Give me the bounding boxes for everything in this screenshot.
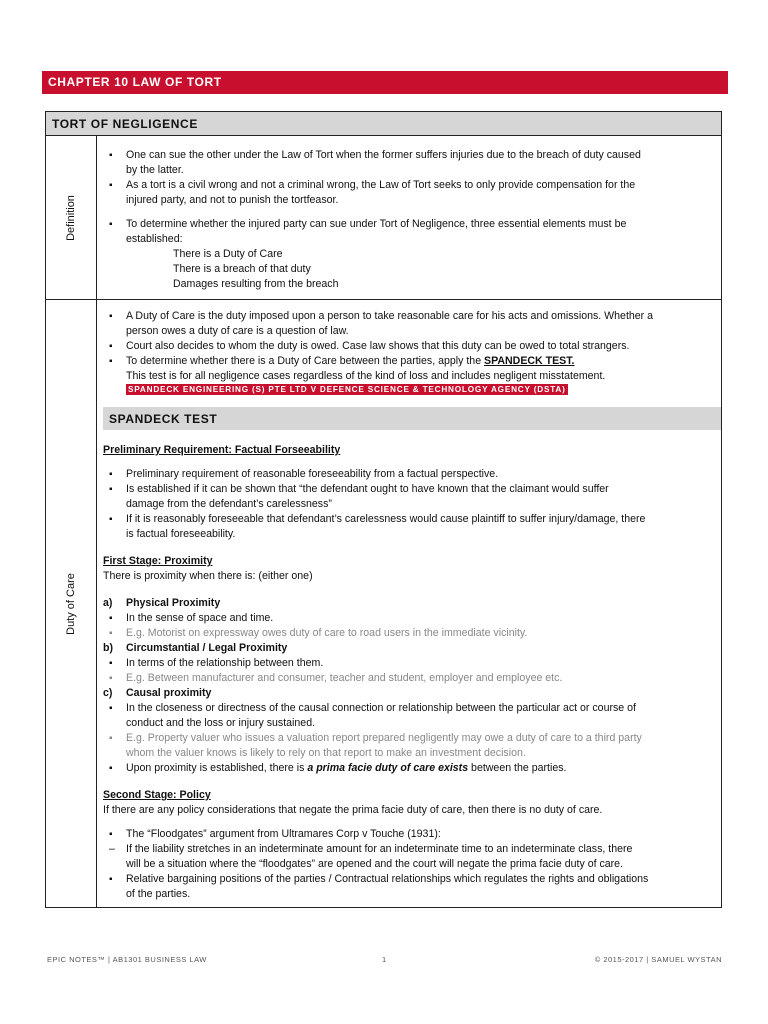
case-name-row: [103, 384, 715, 395]
page-number: 1: [382, 955, 387, 964]
list-item: ▪ As a tort is a civil wrong and not a criminal wrong, the Law of Tort seeks to only provide compensation for the: [103, 178, 715, 193]
element-item: Damages resulting from the breach: [173, 278, 339, 290]
definition-label: Definition: [65, 194, 77, 241]
footer-right: © 2015-2017 | SAMUEL WYSTAN: [594, 955, 722, 964]
list-item-continued: is factual foreseeability.: [126, 528, 236, 540]
list-item: ▪ Is established if it can be shown that “the defendant ought to have known that the claimant would suffer: [103, 482, 715, 497]
list-item: ▪ Relative bargaining positions of the parties / Contractual relationships which regulates the rights and obligations: [103, 872, 715, 887]
list-item-continued: established:: [126, 233, 183, 245]
list-item-continued: This test is for all negligence cases regardless of the kind of loss and includes negligent misstatement.: [126, 370, 606, 382]
element-item: There is a breach of that duty: [173, 263, 311, 275]
spandeck-test-link-text: SPANDECK TEST.: [484, 355, 575, 367]
list-item: ▪ One can sue the other under the Law of Tort when the former suffers injuries due to the breach of duty caused: [103, 148, 715, 163]
list-item: ▪ Upon proximity is established, there is a prima facie duty of care exists between the parties.: [103, 761, 715, 776]
list-item: [103, 354, 715, 369]
spandeck-intro-text: To determine whether there is a Duty of Care between the parties, apply the: [126, 355, 485, 367]
first-stage-intro: There is proximity when there is: (either one): [103, 570, 313, 582]
list-item: ▪ In the sense of space and time.: [103, 611, 715, 626]
list-item-continued: injured party, and not to punish the tortfeasor.: [126, 194, 339, 206]
list-item-continued: person owes a duty of care is a question of law.: [126, 325, 349, 337]
list-item: ▪ In the closeness or directness of the causal connection or relationship between the particular act or course of: [103, 701, 715, 716]
list-item-continued: by the latter.: [126, 164, 184, 176]
duty-of-care-row: [46, 300, 721, 907]
list-item-continued: will be a situation where the “floodgates” are opened and the court will negate the prima facie duty of care.: [126, 858, 624, 870]
second-stage-intro: If there are any policy considerations that negate the prima facie duty of care, then there is no duty of care.: [103, 804, 603, 816]
example-item: ▪ E.g. Property valuer who issues a valuation report prepared negligently may owe a duty of care to a third party: [103, 731, 715, 746]
second-stage-heading: Second Stage: Policy: [103, 789, 211, 801]
definition-content: [97, 136, 721, 292]
proximity-b-heading: b) Circumstantial / Legal Proximity: [103, 642, 288, 654]
notes-table: [45, 111, 722, 908]
chapter-title: CHAPTER 10 LAW OF TORT: [42, 71, 728, 94]
list-item: ▪ Preliminary requirement of reasonable foreseeability from a factual perspective.: [103, 467, 715, 482]
duty-label: Duty of Care: [65, 572, 77, 635]
prima-facie-emphasis: a prima facie duty of care exists: [307, 762, 469, 774]
duty-content: [97, 300, 721, 902]
example-item: ▪ E.g. Between manufacturer and consumer, teacher and student, employer and employee etc.: [103, 671, 715, 686]
footer-left: EPIC NOTES™ | AB1301 BUSINESS LAW: [47, 955, 207, 964]
prelim-heading: Preliminary Requirement: Factual Forseeability: [103, 444, 341, 456]
list-item: ▪ If it is reasonably foreseeable that defendant’s carelessness would cause plaintiff to suffer injury/damage, there: [103, 512, 715, 527]
list-item-continued: of the parties.: [126, 888, 191, 900]
case-name-badge: SPANDECK ENGINEERING (S) PTE LTD V DEFENCE SCIENCE & TECHNOLOGY AGENCY (DSTA): [128, 385, 566, 394]
proximity-c-heading: c) Causal proximity: [103, 687, 212, 699]
proximity-a-heading: a) Physical Proximity: [103, 597, 221, 609]
definition-side-cell: [46, 136, 97, 299]
dash-item: – If the liability stretches in an indeterminate amount for an indeterminate time to an indeterminate class, there: [103, 842, 715, 857]
list-item: ▪ Court also decides to whom the duty is owed. Case law shows that this duty can be owed to total strangers.: [103, 339, 715, 354]
example-item: ▪ E.g. Motorist on expressway owes duty of care to road users in the immediate vicinity.: [103, 626, 715, 641]
example-item-continued: whom the valuer knows is likely to rely on that report to make an investment decision.: [126, 747, 526, 759]
spandeck-test-header: SPANDECK TEST: [103, 407, 721, 430]
list-item-continued: conduct and the loss or injury sustained.: [126, 717, 316, 729]
definition-row: [46, 136, 721, 300]
element-item: There is a Duty of Care: [173, 248, 283, 260]
list-item-continued: damage from the defendant’s carelessness”: [126, 498, 332, 510]
first-stage-heading: First Stage: Proximity: [103, 555, 213, 567]
table-title: TORT OF NEGLIGENCE: [46, 112, 721, 136]
list-item: ▪ In terms of the relationship between them.: [103, 656, 715, 671]
list-item: ▪ To determine whether the injured party can sue under Tort of Negligence, three essential elements must be: [103, 217, 715, 232]
duty-side-cell: [46, 300, 97, 907]
list-item: ▪ A Duty of Care is the duty imposed upon a person to take reasonable care for his acts and omissions. Whether a: [103, 309, 715, 324]
list-item: ▪ The “Floodgates” argument from Ultramares Corp v Touche (1931):: [103, 827, 715, 842]
